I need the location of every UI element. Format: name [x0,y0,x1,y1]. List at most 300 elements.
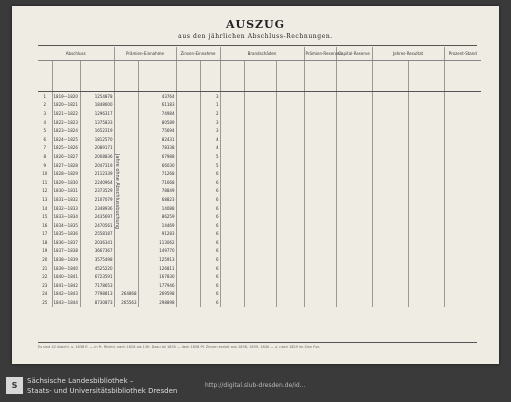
table-cell [336,204,372,213]
table-cell [276,281,304,290]
ledger-table [38,47,481,307]
table-cell: 14469 [138,221,176,230]
table-cell [176,126,200,135]
table-cell [372,298,408,307]
table-cell: 7 [38,144,52,153]
table-row [38,118,481,127]
table-cell [336,152,372,161]
table-cell: 265563 [114,298,138,307]
table-cell [114,118,138,127]
table-cell [408,135,444,144]
table-cell [336,144,372,153]
table-cell: 1848600 [80,101,114,110]
table-cell [176,101,200,110]
column-subheader [38,61,52,92]
table-cell [220,101,244,110]
column-group-header: Jahres-Resultat [372,47,444,61]
table-cell [176,169,200,178]
table-cell: 2470561 [80,221,114,230]
table-cell: 6 [200,247,220,256]
table-cell [220,178,244,187]
table-row [38,109,481,118]
table-cell: 18 [38,238,52,247]
table-cell: 6 [200,195,220,204]
table-cell: 3 [38,109,52,118]
table-cell [372,187,408,196]
table-cell: 1652319 [80,126,114,135]
table-cell [176,238,200,247]
table-cell: 125913 [138,255,176,264]
table-cell: 1812570 [80,135,114,144]
table-cell [408,126,444,135]
table-cell: 1822—1823 [52,118,80,127]
column-group-header: Zinsen-Einnahme [176,47,220,61]
table-cell [276,264,304,273]
table-cell: 6 [38,135,52,144]
ledger-body [38,92,481,307]
table-cell: 23 [38,281,52,290]
table-cell [220,144,244,153]
table-cell [336,178,372,187]
column-subheader [244,61,276,92]
table-row [38,92,481,101]
table-cell [244,135,276,144]
table-cell [444,169,481,178]
column-subheader [336,61,372,92]
table-cell: 3 [200,126,220,135]
table-cell [176,230,200,239]
table-row [38,290,481,299]
table-cell [336,264,372,273]
table-cell: 298898 [138,298,176,307]
table-cell: 2558187 [80,230,114,239]
table-cell: 22 [38,272,52,281]
table-cell [276,92,304,101]
table-cell [276,247,304,256]
table-cell [336,126,372,135]
table-cell: 3 [200,118,220,127]
table-cell [444,101,481,110]
table-cell [244,109,276,118]
table-cell [408,109,444,118]
table-cell [408,195,444,204]
library-footer [0,371,511,402]
table-cell [244,152,276,161]
table-cell [336,109,372,118]
table-cell: 1840—1841 [52,272,80,281]
table-cell [304,204,336,213]
table-cell: 66030 [138,161,176,170]
table-cell [336,195,372,204]
table-cell: 12 [38,187,52,196]
table-cell: 126811 [138,264,176,273]
table-cell [444,152,481,161]
table-cell [372,144,408,153]
table-cell [408,290,444,299]
table-cell [244,230,276,239]
table-cell [444,178,481,187]
table-cell [408,255,444,264]
table-cell [276,118,304,127]
document-title: AUSZUG [225,18,286,31]
table-cell [220,169,244,178]
table-cell: 1831—1832 [52,195,80,204]
table-cell: 1819—1820 [52,92,80,101]
table-cell: 6 [200,290,220,299]
table-cell: 75694 [138,126,176,135]
table-cell [372,109,408,118]
table-cell [176,187,200,196]
table-cell [336,272,372,281]
table-cell [408,298,444,307]
slub-logo-icon: S [6,377,23,394]
table-cell: 14 [38,204,52,213]
table-cell [176,144,200,153]
table-cell: 8 [38,152,52,161]
table-cell [336,118,372,127]
table-cell [220,272,244,281]
column-subheader [200,61,220,92]
top-rule [38,45,477,46]
table-cell [336,247,372,256]
table-cell: 2435697 [80,212,114,221]
table-cell [114,92,138,101]
digital-url[interactable]: http://digital.slub-dresden.de/id... [205,382,306,389]
table-cell: 269598 [138,290,176,299]
table-cell [276,204,304,213]
table-cell [220,92,244,101]
table-cell: 82431 [138,135,176,144]
table-cell: 6723591 [80,272,114,281]
table-cell: 20 [38,255,52,264]
table-cell [408,118,444,127]
table-cell [304,101,336,110]
table-cell: 16 [38,221,52,230]
table-cell: 13 [38,195,52,204]
table-cell: 91283 [138,230,176,239]
table-cell: 15 [38,212,52,221]
table-cell [444,144,481,153]
table-cell [408,161,444,170]
table-cell [276,178,304,187]
table-cell [176,204,200,213]
table-cell [408,178,444,187]
table-cell: 1824—1825 [52,135,80,144]
table-cell [176,290,200,299]
table-cell [176,109,200,118]
table-cell [220,152,244,161]
table-cell [408,101,444,110]
table-cell: 6 [200,221,220,230]
table-cell [244,126,276,135]
column-group-header: Capital-Reserve [336,47,372,61]
table-cell [244,281,276,290]
table-cell [372,255,408,264]
table-cell: 4 [200,144,220,153]
table-cell: 2036341 [80,238,114,247]
table-cell: 1825—1826 [52,144,80,153]
table-cell [276,195,304,204]
table-cell [372,126,408,135]
table-cell: 1835—1836 [52,230,80,239]
table-cell [244,212,276,221]
table-cell [220,161,244,170]
table-cell: 6 [200,238,220,247]
table-cell [276,187,304,196]
table-cell: 5 [200,152,220,161]
table-cell [336,101,372,110]
table-cell: 7798813 [80,290,114,299]
table-cell [372,169,408,178]
table-cell [372,281,408,290]
table-row [38,144,481,153]
table-cell [408,169,444,178]
table-row [38,152,481,161]
table-row [38,204,481,213]
table-cell [444,204,481,213]
table-cell [276,144,304,153]
table-cell [336,92,372,101]
table-cell [114,255,138,264]
table-cell [408,212,444,221]
column-group-header: Prozent-Stand [444,47,481,61]
table-cell [304,230,336,239]
table-cell [276,238,304,247]
table-cell [244,238,276,247]
table-cell: 4 [200,135,220,144]
table-cell: 6 [200,255,220,264]
table-row [38,255,481,264]
table-cell [304,118,336,127]
table-cell: 4 [38,118,52,127]
table-cell: 2107079 [80,195,114,204]
table-cell [220,247,244,256]
table-cell: 1832—1833 [52,204,80,213]
table-cell: 2373529 [80,187,114,196]
table-cell [244,298,276,307]
table-cell: 14088 [138,204,176,213]
table-cell [444,230,481,239]
table-cell: 1836—1837 [52,238,80,247]
table-cell [444,161,481,170]
table-row [38,126,481,135]
table-cell [220,230,244,239]
table-cell [304,187,336,196]
table-cell: 8730873 [80,298,114,307]
table-cell [444,298,481,307]
table-cell [176,272,200,281]
table-cell [244,247,276,256]
table-cell: 5 [200,161,220,170]
table-cell [220,255,244,264]
table-cell [304,221,336,230]
table-cell [304,255,336,264]
table-cell: 1839—1840 [52,264,80,273]
document-subtitle: aus den jährlichen Abschluss-Rechnungen. [178,33,333,40]
table-cell: 3575498 [80,255,114,264]
bottom-rule [38,342,477,343]
table-cell: 1 [38,92,52,101]
table-cell [244,178,276,187]
table-cell [114,247,138,256]
table-cell: 6 [200,178,220,187]
table-cell [444,135,481,144]
table-cell [176,195,200,204]
table-cell [176,135,200,144]
table-cell [176,247,200,256]
table-cell [114,135,138,144]
table-cell [336,281,372,290]
table-cell [176,178,200,187]
table-cell [244,272,276,281]
table-cell [336,212,372,221]
table-cell: 78849 [138,187,176,196]
table-cell: 1296317 [80,109,114,118]
table-cell: 6 [200,272,220,281]
table-cell: 6 [200,264,220,273]
document-page [12,6,499,364]
table-cell: 1821—1822 [52,109,80,118]
table-cell [304,195,336,204]
table-cell: 1833—1834 [52,212,80,221]
table-cell [176,281,200,290]
table-cell [220,118,244,127]
table-cell [276,152,304,161]
table-cell [372,135,408,144]
table-cell [304,272,336,281]
column-subheader [304,61,336,92]
table-cell: 6 [200,212,220,221]
table-cell: 1823—1824 [52,126,80,135]
table-cell [372,204,408,213]
table-cell [444,272,481,281]
table-cell: 2047319 [80,161,114,170]
table-cell [114,272,138,281]
table-cell [304,281,336,290]
table-cell: 67988 [138,152,176,161]
table-cell [304,247,336,256]
table-cell: 3667367 [80,247,114,256]
library-name-line1: Sächsische Landesbibliothek – [27,377,134,385]
table-cell [372,178,408,187]
table-cell [276,135,304,144]
table-cell [444,118,481,127]
table-cell [276,230,304,239]
table-cell [372,290,408,299]
table-cell [304,290,336,299]
table-row [38,212,481,221]
table-cell: 6 [200,298,220,307]
table-cell: 2112339 [80,169,114,178]
table-row [38,135,481,144]
table-cell [408,221,444,230]
table-cell [304,161,336,170]
table-cell: 1830—1831 [52,187,80,196]
table-cell [336,161,372,170]
column-subheader-row [38,61,481,92]
vertical-note: Jahre ohne Abschlussbuchung [114,154,120,230]
table-cell: 2089171 [80,144,114,153]
footnote: Es sind 42 Abschl. u. 1838 fl. — in Fr. Rheinl. nach 1828 als 13fr. Dazu ist 1830 — dem 1838 Pf. Zinsen erzielt aus 1838, 1839, 1840 — u. nach 1829 im Sinn Fsn. [38,345,321,349]
table-cell [372,152,408,161]
table-cell [408,238,444,247]
table-cell: 1841—1842 [52,281,80,290]
table-cell: 74984 [138,109,176,118]
table-cell: 71668 [138,178,176,187]
table-cell [444,238,481,247]
table-cell: 7178653 [80,281,114,290]
table-cell [408,152,444,161]
table-cell [444,92,481,101]
table-cell [176,118,200,127]
table-cell [304,135,336,144]
table-row [38,161,481,170]
table-cell [372,247,408,256]
table-cell: 264868 [114,290,138,299]
column-group-row [38,47,481,61]
table-cell: 6 [200,187,220,196]
table-cell [176,221,200,230]
table-cell [244,101,276,110]
table-cell [444,221,481,230]
table-cell [336,255,372,264]
table-cell: 80589 [138,118,176,127]
table-cell [372,230,408,239]
table-cell [114,281,138,290]
table-row [38,169,481,178]
table-cell [220,187,244,196]
table-cell [276,169,304,178]
table-cell [220,264,244,273]
table-cell [276,272,304,281]
table-cell: 6 [200,169,220,178]
table-cell: 1834—1835 [52,221,80,230]
table-cell [114,230,138,239]
table-cell [220,281,244,290]
table-cell: 2 [200,109,220,118]
table-cell [408,92,444,101]
table-cell: 71268 [138,169,176,178]
table-cell: 2 [38,101,52,110]
table-cell: 167830 [138,272,176,281]
table-cell [444,195,481,204]
table-cell [372,221,408,230]
table-cell: 1838—1839 [52,255,80,264]
table-cell: 1826—1827 [52,152,80,161]
table-cell [408,204,444,213]
table-cell [176,92,200,101]
table-cell: 86259 [138,212,176,221]
table-cell: 2008836 [80,152,114,161]
table-cell [244,195,276,204]
table-cell [220,238,244,247]
table-cell [220,290,244,299]
table-cell [408,187,444,196]
table-cell [372,212,408,221]
table-cell [336,221,372,230]
table-cell: 1 [200,101,220,110]
table-cell: 1375833 [80,118,114,127]
table-cell: 1843—1844 [52,298,80,307]
table-cell [114,238,138,247]
column-subheader [80,61,114,92]
table-cell [114,144,138,153]
table-cell [176,264,200,273]
table-cell: 25 [38,298,52,307]
table-cell [276,221,304,230]
column-subheader [276,61,304,92]
table-cell [444,264,481,273]
